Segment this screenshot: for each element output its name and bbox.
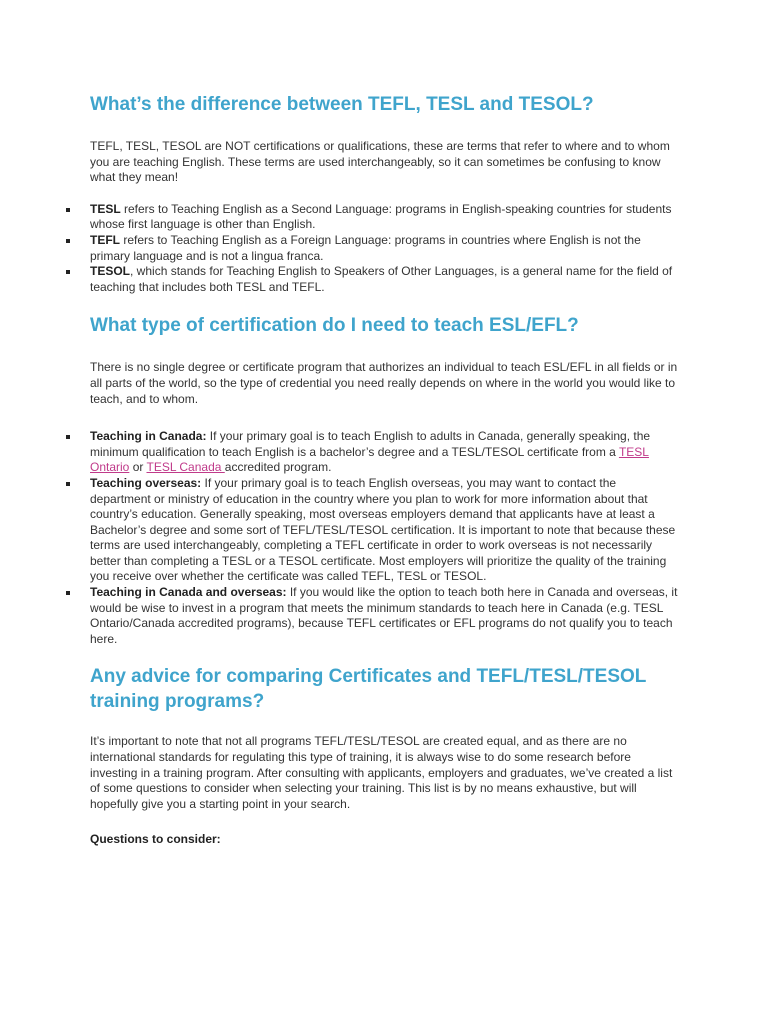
- list-item: [90, 264, 680, 295]
- list-item: [90, 476, 680, 585]
- term-description: , which stands for Teaching English to Speakers of Other Languages, is a general name for the field of teaching that includes both TESL and TEFL.: [90, 264, 673, 294]
- teaching-options-list: [90, 429, 680, 647]
- bullet-icon: [66, 591, 70, 595]
- term-description: refers to Teaching English as a Foreign Language: programs in countries where English is not the primary language and is not a lingua franca.: [90, 232, 641, 263]
- section-intro-certification: There is no single degree or certificate program that authorizes an individual to teach ESL/EFL in all fields or in all parts of the world, so the type of credential you need really depends on where in the world you would like to teach, and to whom.: [90, 360, 678, 406]
- tesl-ontario-link[interactable]: TESL Ontario: [90, 444, 649, 475]
- option-text: or: [129, 460, 147, 475]
- term-description: refers to Teaching English as a Second Language: programs in English-speaking countries for students whose first language is other than English.: [90, 201, 672, 232]
- questions-heading: Questions to consider:: [90, 832, 221, 847]
- option-text: If you would like the option to teach both here in Canada and overseas, it would be wise to invest in a program that meets the minimum standards to teach here in Canada (e.g. TESL Ontario/Canada accredited programs), because TEFL certificates or EFL programs do not qualify you to teach here.: [90, 585, 678, 646]
- section-intro-difference: TEFL, TESL, TESOL are NOT certifications or qualifications, these are terms that refer to where and to whom you are teaching English. These terms are used interchangeably, so it can sometimes be confusing to know what they mean!: [90, 139, 670, 185]
- term-label: TESL: [90, 201, 121, 216]
- term-label: TEFL: [90, 232, 120, 247]
- list-item: [90, 429, 680, 476]
- option-text: If your primary goal is to teach English to adults in Canada, generally speaking, the minimum qualification to teach English is a bachelor’s degree and a TESL/TESOL certificate from a: [90, 429, 651, 459]
- section-heading-difference: What’s the difference between TEFL, TESL and TESOL?: [90, 94, 594, 115]
- section-heading-advice: Any advice for comparing Certificates and TEFL/TESL/TESOL training programs?: [90, 666, 647, 713]
- option-text: accredited program.: [224, 460, 332, 475]
- option-label: Teaching in Canada:: [90, 429, 207, 444]
- section-intro-advice: It’s important to note that not all programs TEFL/TESL/TESOL are created equal, and as there are no international standards for regulating this type of training, it is always wise to do some research before investing in a training program. After consulting with applicants, employers and graduates, we’ve created a list of some questions to consider when selecting your training. This list is by no means exhaustive, but will hopefully give you a starting point in your search.: [90, 734, 673, 811]
- section-heading-certification: What type of certification do I need to teach ESL/EFL?: [90, 315, 579, 337]
- terms-list: [90, 202, 680, 296]
- bullet-icon: [66, 270, 70, 274]
- bullet-icon: [66, 208, 70, 212]
- option-label: Teaching overseas:: [90, 475, 202, 490]
- tesl-canada-link[interactable]: TESL Canada: [146, 460, 225, 475]
- option-text: If your primary goal is to teach English overseas, you may want to contact the department or ministry of education in the country where you plan to work for more information about that country’s education. Generally speaking, most overseas employers demand that applicants have at least a Bachelor’s degree and some sort of TEFL/TESL/TESOL certification. It is important to note that because these terms are used interchangeably, completing a TEFL certificate in order to work overseas is not necessarily better than completing a TESL or a TESOL certificate. Most employers will prioritize the quality of the training you receive over whether the certificate was called TEFL, TESL or TESOL.: [90, 475, 676, 584]
- list-item: [90, 233, 680, 264]
- bullet-icon: [66, 435, 70, 439]
- list-item: [90, 585, 680, 647]
- bullet-icon: [66, 482, 70, 486]
- document-content: [90, 92, 680, 848]
- list-item: [90, 202, 680, 233]
- bullet-icon: [66, 239, 70, 243]
- option-label: Teaching in Canada and overseas:: [90, 585, 287, 600]
- term-label: TESOL: [90, 264, 131, 279]
